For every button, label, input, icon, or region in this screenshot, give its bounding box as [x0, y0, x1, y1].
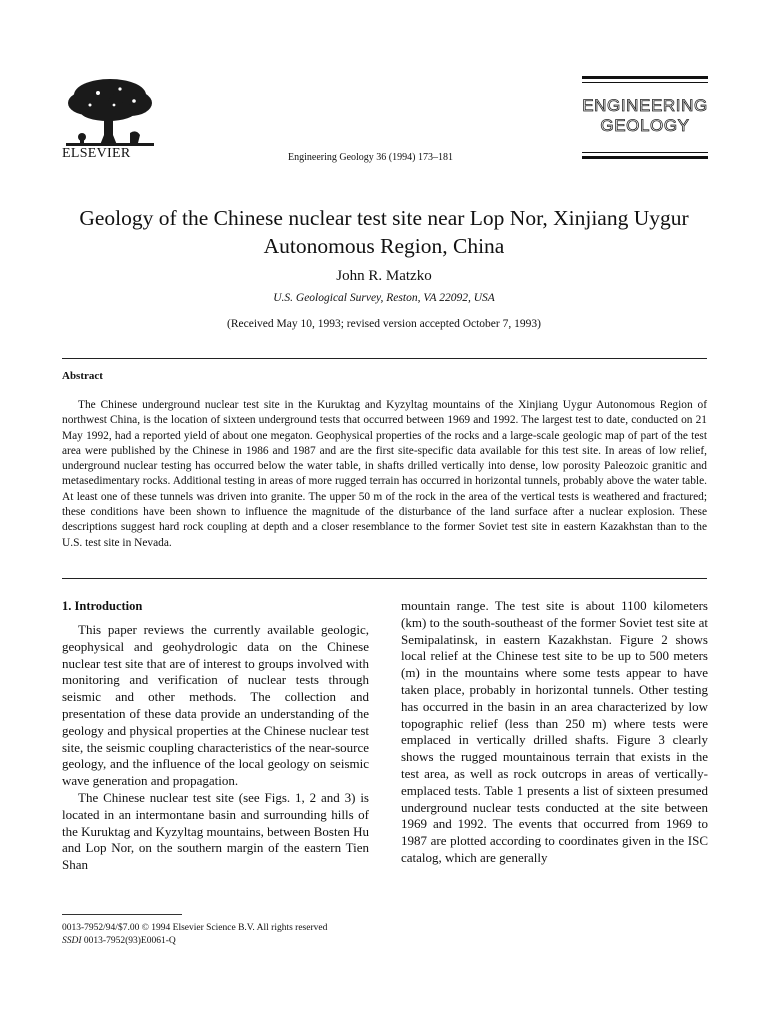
body-paragraph: The Chinese nuclear test site (see Figs. 1, 2 and 3) is located in an intermontane basin and surrounding hills of the Kuruktag and Kyzyltag mountains, between Bosten Hu and Lop Nor, on the southern margin of the eastern Tien Shan: [62, 789, 369, 873]
footnote-rule: [62, 914, 182, 915]
divider: [62, 358, 707, 359]
journal-logo-line2: GEOLOGY: [600, 116, 690, 135]
abstract-text: The Chinese underground nuclear test site in the Kuruktag and Kyzyltag mountains of the Xinjiang Uygur Autonomous Region of northwest China, is the location of sixteen underground tests that occurred between 1969 and 1992. The largest test to date, conducted on 21 May 1992, had a reported yield of about one megaton. Geophysical properties of the rocks and a large-scale geologic map of part of the test area were published by the Chinese in 1986 and 1987 and are the first site-specific data available for this test site. In areas of low relief, underground nuclear testing has occurred below the water table, in shafts drilled vertically into dense, low porosity Paleozoic granitic and metasedimentary rocks. Additional testing in areas of more rugged terrain has occurred in horizontal tunnels, probably above the water table. At least one of these tunnels was driven into granite. The upper 50 m of the rock in the area of the vertical tests is weathered and fractured; these conditions have been shown to influence the magnitude of the disturbance of the land surface after a nuclear explosion. These descriptions suggest hard rock coupling at depth and a closer resemblance to the former Soviet test site in eastern Kazakhstan than to the U.S. test site in Nevada.: [62, 399, 707, 549]
author-affiliation: U.S. Geological Survey, Reston, VA 22092, USA: [273, 292, 495, 304]
divider: [62, 578, 707, 579]
ssdi-label: SSDI: [62, 936, 82, 946]
author-name: John R. Matzko: [336, 268, 432, 284]
section-heading: 1. Introduction: [62, 599, 143, 613]
body-paragraph: mountain range. The test site is about 1100 kilometers (km) to the south-southeast of the former Soviet test site at Semipalatinsk, in eastern Kazakhstan. Figure 2 shows local relief at the Chinese test site to be up to 500 meters (m) in the mountains where some tests appear to have taken place, probably in horizontal tunnels. Other testing has occurred in the basin in an area characterized by low topographic relief (less than 250 m) where tests were emplaced in vertically drilled shafts. Figure 3 clearly shows the rugged mountainous terrain that exists in the test area, as well as rock outcrops in areas of vertically-emplaced tests. Table 1 presents a list of sixteen presumed underground nuclear tests conducted at the site between 1969 and 1992. The events that occurred from 1969 to 1987 are plotted according to coordinates given in the ISC catalog, which are generally: [401, 598, 708, 865]
ssdi-value: 0013-7952(93)E0061-Q: [83, 936, 176, 946]
journal-logo: [582, 76, 708, 162]
copyright-line: 0013-7952/94/$7.00 © 1994 Elsevier Science B.V. All rights reserved: [62, 923, 328, 933]
abstract-heading: Abstract: [62, 370, 103, 382]
copyright-notice: [62, 922, 327, 948]
journal-logo-line1: ENGINEERING: [582, 96, 708, 115]
article-title: Geology of the Chinese nuclear test site near Lop Nor, Xinjiang Uygur Autonomous Region, China: [79, 206, 689, 258]
ssdi-line: [62, 935, 327, 948]
body-column-left: [62, 622, 369, 874]
body-column-right: [401, 598, 708, 867]
journal-citation: Engineering Geology 36 (1994) 173–181: [288, 152, 453, 163]
body-paragraph: This paper reviews the currently available geologic, geophysical and geohydrologic data on the Chinese nuclear test site that are of interest to groups involved with monitoring and verification of nuclear tests through seismic and other methods. The collection and presentation of these data provide an understanding of the geology and physical properties at the Chinese nuclear test site, the seismic coupling characteristics of the near-source geology, and the influence of the local geology on seismic wave generation and propagation.: [62, 622, 369, 789]
received-dates: (Received May 10, 1993; revised version accepted October 7, 1993): [227, 318, 541, 330]
publisher-name: ELSEVIER: [62, 146, 131, 161]
elsevier-tree-icon: [60, 75, 160, 155]
